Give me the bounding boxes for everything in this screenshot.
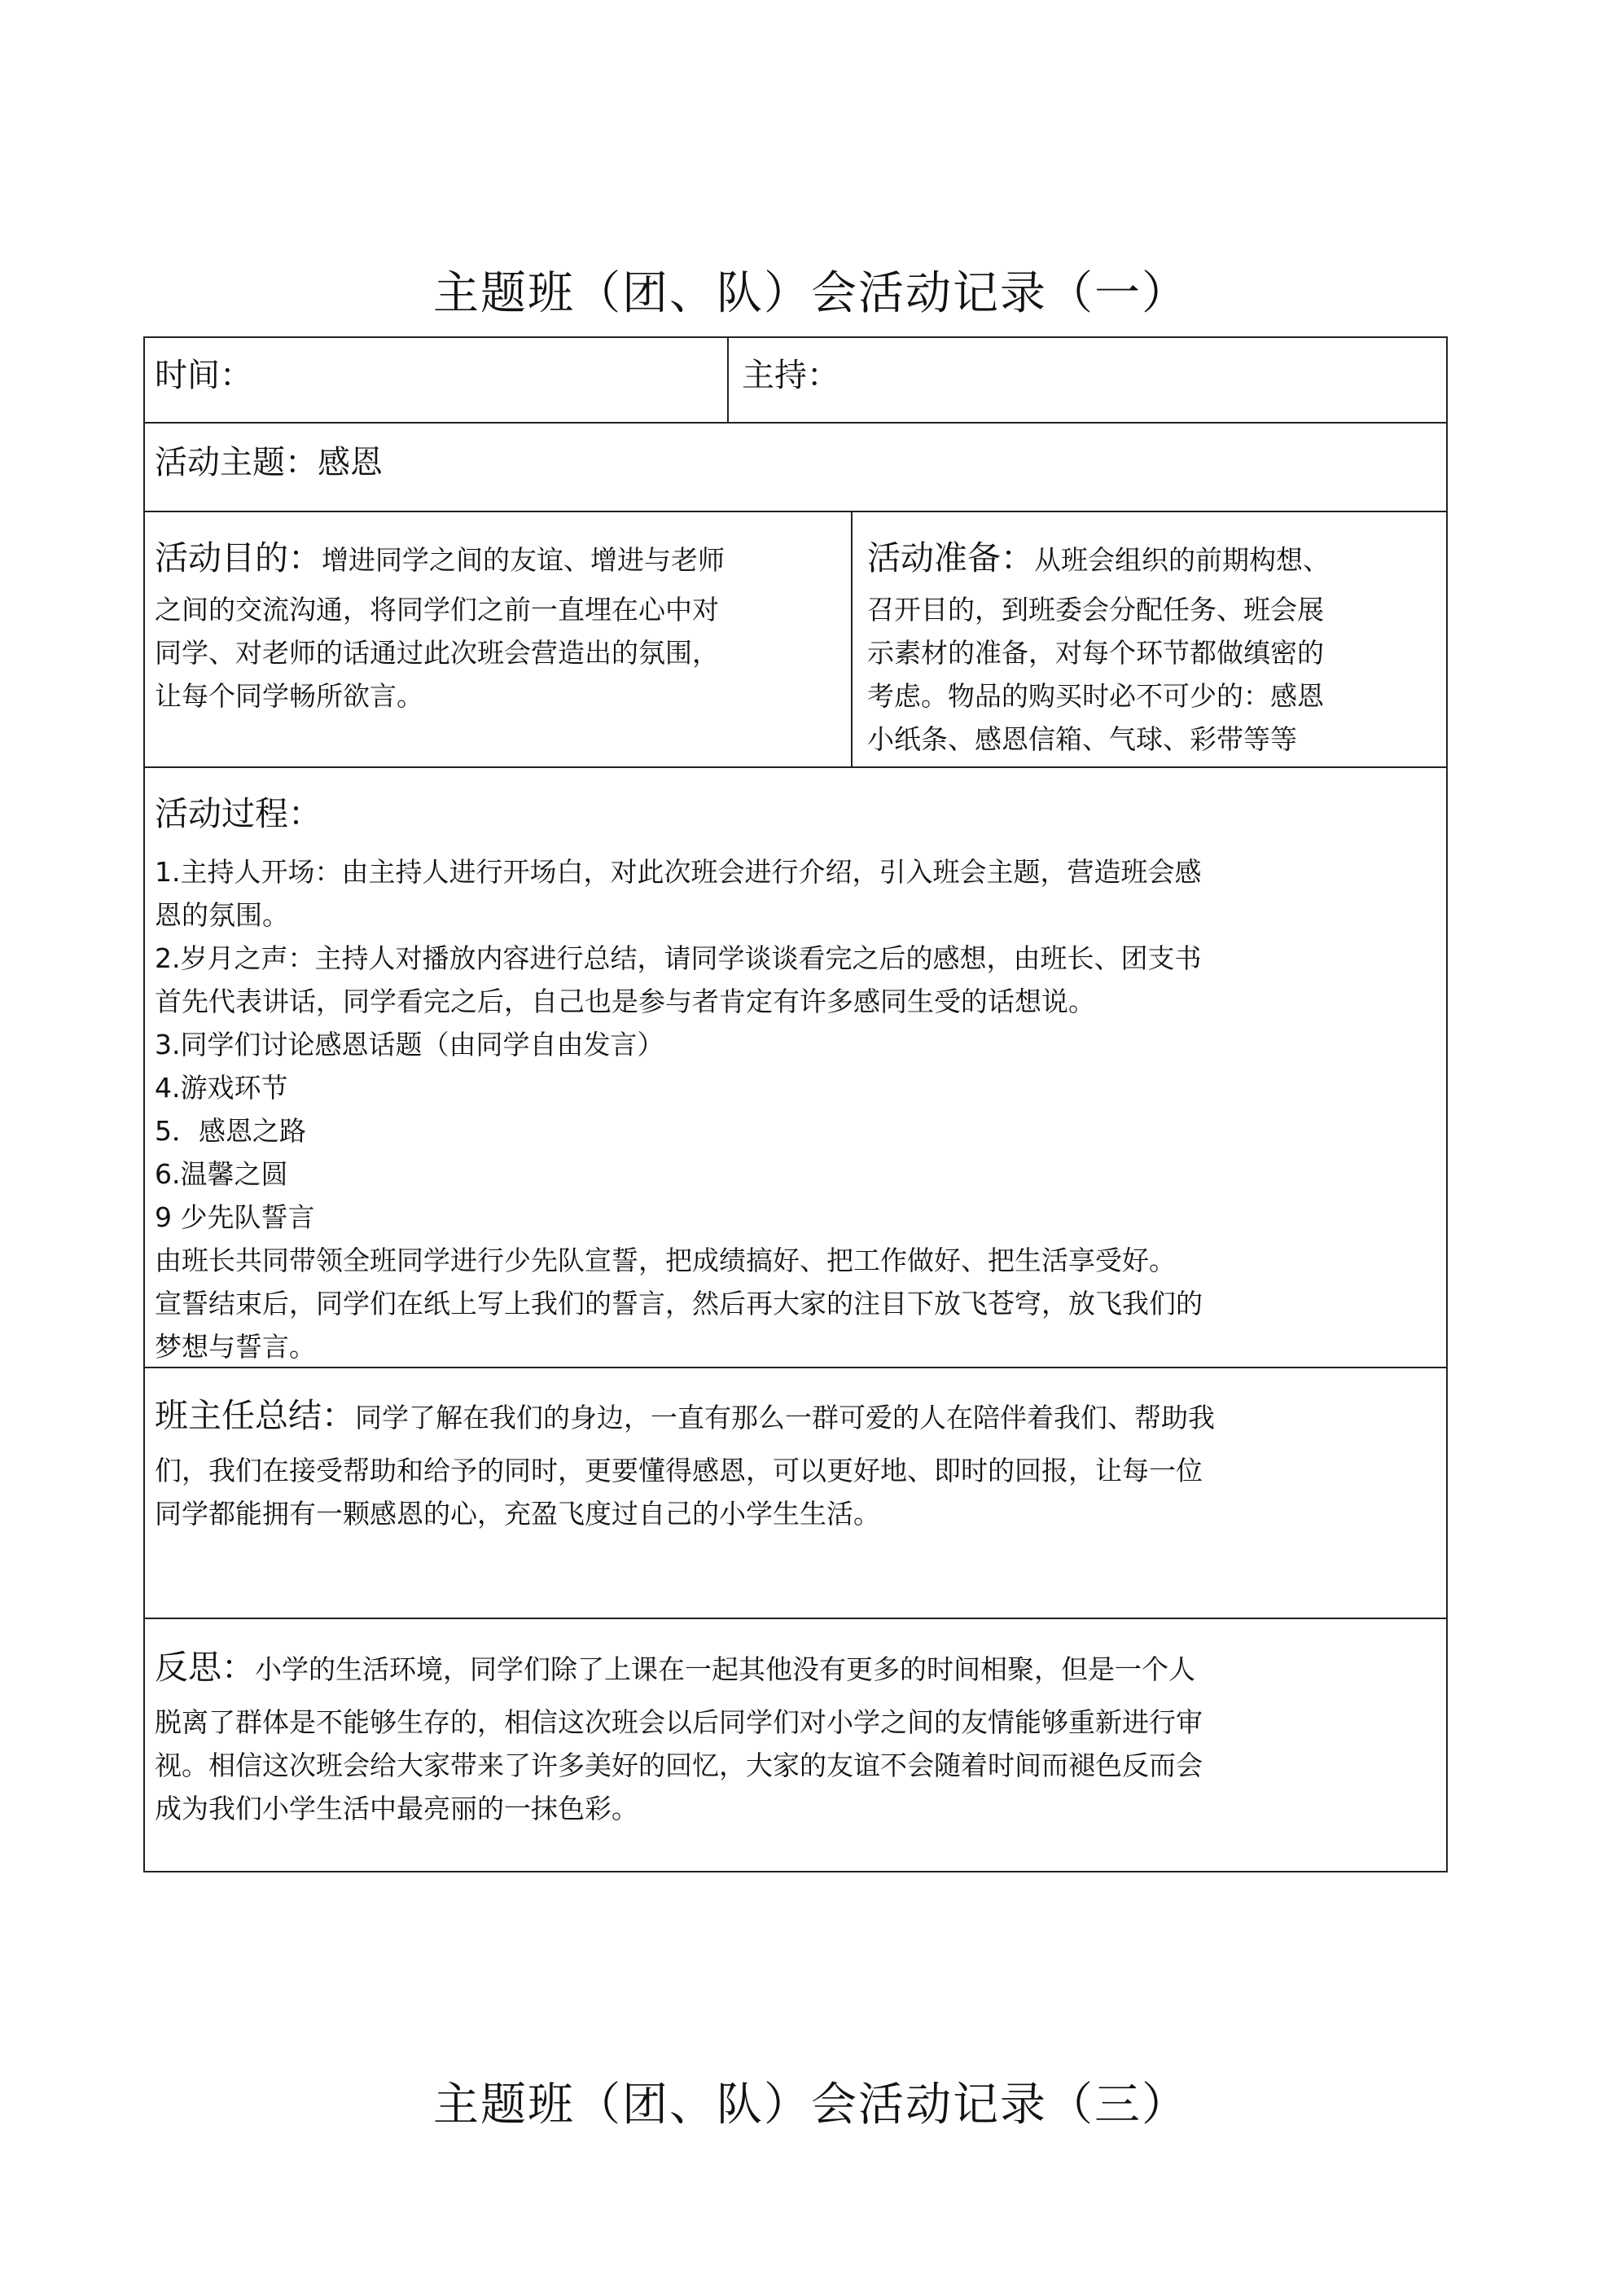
record-title: 主题班（团、队）会活动记录（三） bbox=[433, 2079, 1189, 2131]
summary-line: 同学了解在我们的身边，一直有那么一群可爱的人在陪伴着我们、帮助我 bbox=[355, 1402, 1215, 1433]
reflection-cell bbox=[155, 1640, 1441, 1830]
host-label: 主持： bbox=[742, 357, 839, 394]
reflection-line: 成为我们小学生活中最亮丽的一抹色彩。 bbox=[155, 1793, 638, 1824]
process-line: 4.游戏环节 bbox=[155, 1072, 288, 1104]
purpose-cell bbox=[155, 531, 847, 718]
preparation-line: 从班会组织的前期构想、 bbox=[1034, 544, 1330, 576]
process-line: 9 少先队誓言 bbox=[155, 1201, 315, 1233]
process-line: 由班长共同带领全班同学进行少先队宣誓，把成绩搞好、把工作做好、把生活享受好。 bbox=[155, 1245, 1176, 1276]
purpose-label: 活动目的： bbox=[155, 538, 322, 577]
purpose-line: 让每个同学畅所欲言。 bbox=[155, 680, 423, 712]
summary-cell bbox=[155, 1389, 1441, 1535]
table-col-divider bbox=[727, 336, 729, 424]
process-cell bbox=[155, 787, 1441, 1368]
preparation-label: 活动准备： bbox=[867, 538, 1034, 577]
process-line: 恩的氛围。 bbox=[155, 899, 289, 931]
preparation-line: 小纸条、感恩信箱、气球、彩带等等 bbox=[867, 723, 1297, 755]
time-label: 时间： bbox=[155, 357, 252, 394]
summary-label: 班主任总结： bbox=[155, 1396, 355, 1435]
theme-value: 感恩 bbox=[318, 444, 383, 481]
process-line: 宣誓结束后，同学们在纸上写上我们的誓言，然后再大家的注目下放飞苍穹，放飞我们的 bbox=[155, 1288, 1203, 1319]
preparation-line: 考虑。物品的购买时必不可少的：感恩 bbox=[867, 680, 1324, 712]
process-line: 6.温馨之圆 bbox=[155, 1158, 288, 1190]
purpose-line: 同学、对老师的话通过此次班会营造出的氛围， bbox=[155, 637, 719, 669]
time-field bbox=[155, 353, 252, 398]
reflection-line: 视。相信这次班会给大家带来了许多美好的回忆，大家的友谊不会随着时间而褪色反而会 bbox=[155, 1749, 1203, 1781]
summary-line: 同学都能拥有一颗感恩的心，充盈飞度过自己的小学生生活。 bbox=[155, 1498, 880, 1530]
process-line: 首先代表讲话，同学看完之后，自己也是参与者肯定有许多感同生受的话想说。 bbox=[155, 986, 1095, 1017]
preparation-line: 示素材的准备，对每个环节都做缜密的 bbox=[867, 637, 1324, 669]
preparation-cell bbox=[867, 531, 1441, 761]
theme-field bbox=[155, 441, 383, 485]
table-divider bbox=[143, 1618, 1448, 1619]
process-line: 5．感恩之路 bbox=[155, 1115, 306, 1147]
process-label: 活动过程： bbox=[155, 794, 322, 833]
purpose-line: 之间的交流沟通，将同学们之前一直埋在心中对 bbox=[155, 594, 719, 626]
process-line: 梦想与誓言。 bbox=[155, 1331, 316, 1363]
purpose-line: 增进同学之间的友谊、增进与老师 bbox=[322, 544, 725, 576]
record-title: 主题班（团、队）会活动记录（一） bbox=[433, 267, 1189, 320]
process-line: 1.主持人开场：由主持人进行开场白，对此次班会进行介绍，引入班会主题，营造班会感 bbox=[155, 856, 1202, 888]
summary-line: 们，我们在接受帮助和给予的同时，更要懂得感恩，可以更好地、即时的回报，让每一位 bbox=[155, 1455, 1203, 1486]
theme-label: 活动主题： bbox=[155, 444, 318, 481]
process-line: 2.岁月之声：主持人对播放内容进行总结，请同学谈谈看完之后的感想，由班长、团支书 bbox=[155, 942, 1202, 974]
preparation-line: 召开目的，到班委会分配任务、班会展 bbox=[867, 594, 1324, 626]
table-divider bbox=[143, 422, 1448, 424]
table-col-divider bbox=[851, 511, 853, 768]
table-border-top bbox=[143, 336, 1448, 338]
table-border-left bbox=[143, 336, 145, 1872]
reflection-line: 小学的生活环境，同学们除了上课在一起其他没有更多的时间相聚，但是一个人 bbox=[255, 1653, 1195, 1685]
table-divider bbox=[143, 766, 1448, 768]
reflection-line: 脱离了群体是不能够生存的，相信这次班会以后同学们对小学之间的友情能够重新进行审 bbox=[155, 1706, 1203, 1738]
host-field bbox=[742, 353, 839, 398]
table-border-bottom bbox=[143, 1871, 1448, 1872]
table-border-right bbox=[1446, 336, 1448, 1872]
table-divider bbox=[143, 511, 1448, 512]
reflection-label: 反思： bbox=[155, 1648, 255, 1687]
process-line: 3.同学们讨论感恩话题（由同学自由发言） bbox=[155, 1029, 664, 1060]
